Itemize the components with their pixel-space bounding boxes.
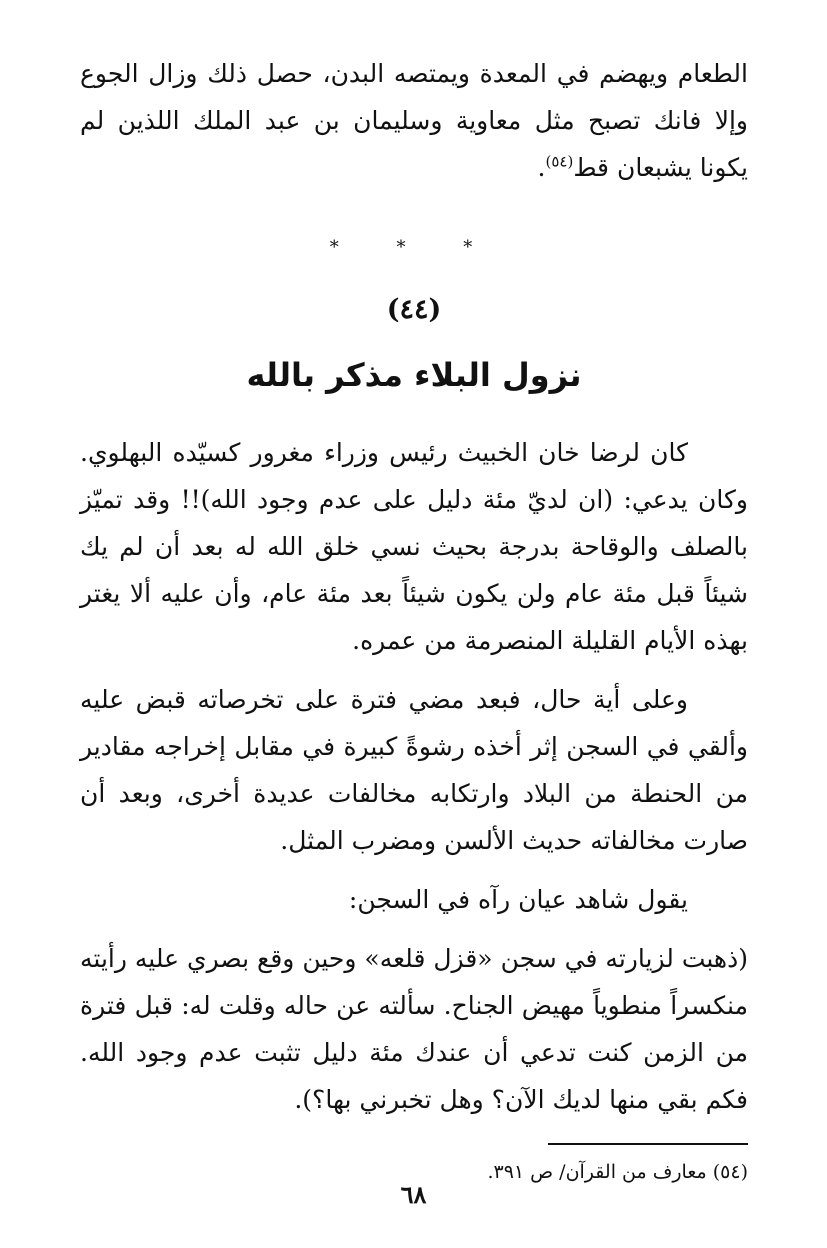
body-paragraph-3: يقول شاهد عيان رآه في السجن: bbox=[348, 885, 688, 914]
section-separator: * * * bbox=[329, 237, 499, 258]
footnote-divider bbox=[548, 1143, 748, 1145]
body-paragraph-2: وعلى أية حال، فبعد مضي فترة على تخرصاته قبض عليه وألقي في السجن إثر أخذه رشوةً كبيرة في مقابل إخراجه مقادير من الحنطة من البلاد وارتكابه مخالفات عديدة أخرى، وبعد أن صارت مخالفاته حديث الألسن ومضرب المثل. bbox=[80, 685, 748, 855]
body-paragraph-1: كان لرضا خان الخبيث رئيس وزراء مغرور كسيّده البهلوي. وكان يدعي: (ان لديّ مئة دليل على عدم وجود الله)!! وقد تميّز بالصلف والوقاحة بدرجة بحيث نسي خلق الله له بعد أن لم يك شيئاً قبل مئة عام ولن يكون شيئاً بعد مئة عام، وأن عليه ألا يغتر بهذه الأيام القليلة المنصرمة من عمره. bbox=[80, 438, 748, 655]
body-paragraph-4: (ذهبت لزيارته في سجن «قزل قلعه» وحين وقع بصري عليه رأيته منكسراً منطوياً مهيض الجناح. سألته عن حاله وقلت له: قبل فترة من الزمن كنت تدعي أن عندك مئة دليل تثبت عدم وجود الله. فكم بقي منها لديك الآن؟ وهل تخبرني بها؟). bbox=[80, 944, 748, 1114]
chapter-number: (٤٤) bbox=[386, 294, 442, 325]
page-number: ٦٨ bbox=[400, 1180, 427, 1209]
page-body bbox=[80, 50, 748, 1189]
footnote-reference[interactable]: (٥٤) bbox=[545, 152, 574, 171]
intro-end: . bbox=[537, 153, 546, 182]
chapter-title: نزول البلاء مذكر بالله bbox=[246, 356, 582, 394]
intro-paragraph bbox=[80, 50, 748, 191]
footnote: (٥٤) معارف من القرآن/ ص ٣٩١. bbox=[487, 1161, 748, 1183]
intro-text: الطعام ويهضم في المعدة ويمتصه البدن، حصل ذلك وزال الجوع وإلا فانك تصبح مثل معاوية وسليمان بن عبد الملك اللذين لم يكونا يشبعان قط bbox=[80, 59, 748, 182]
